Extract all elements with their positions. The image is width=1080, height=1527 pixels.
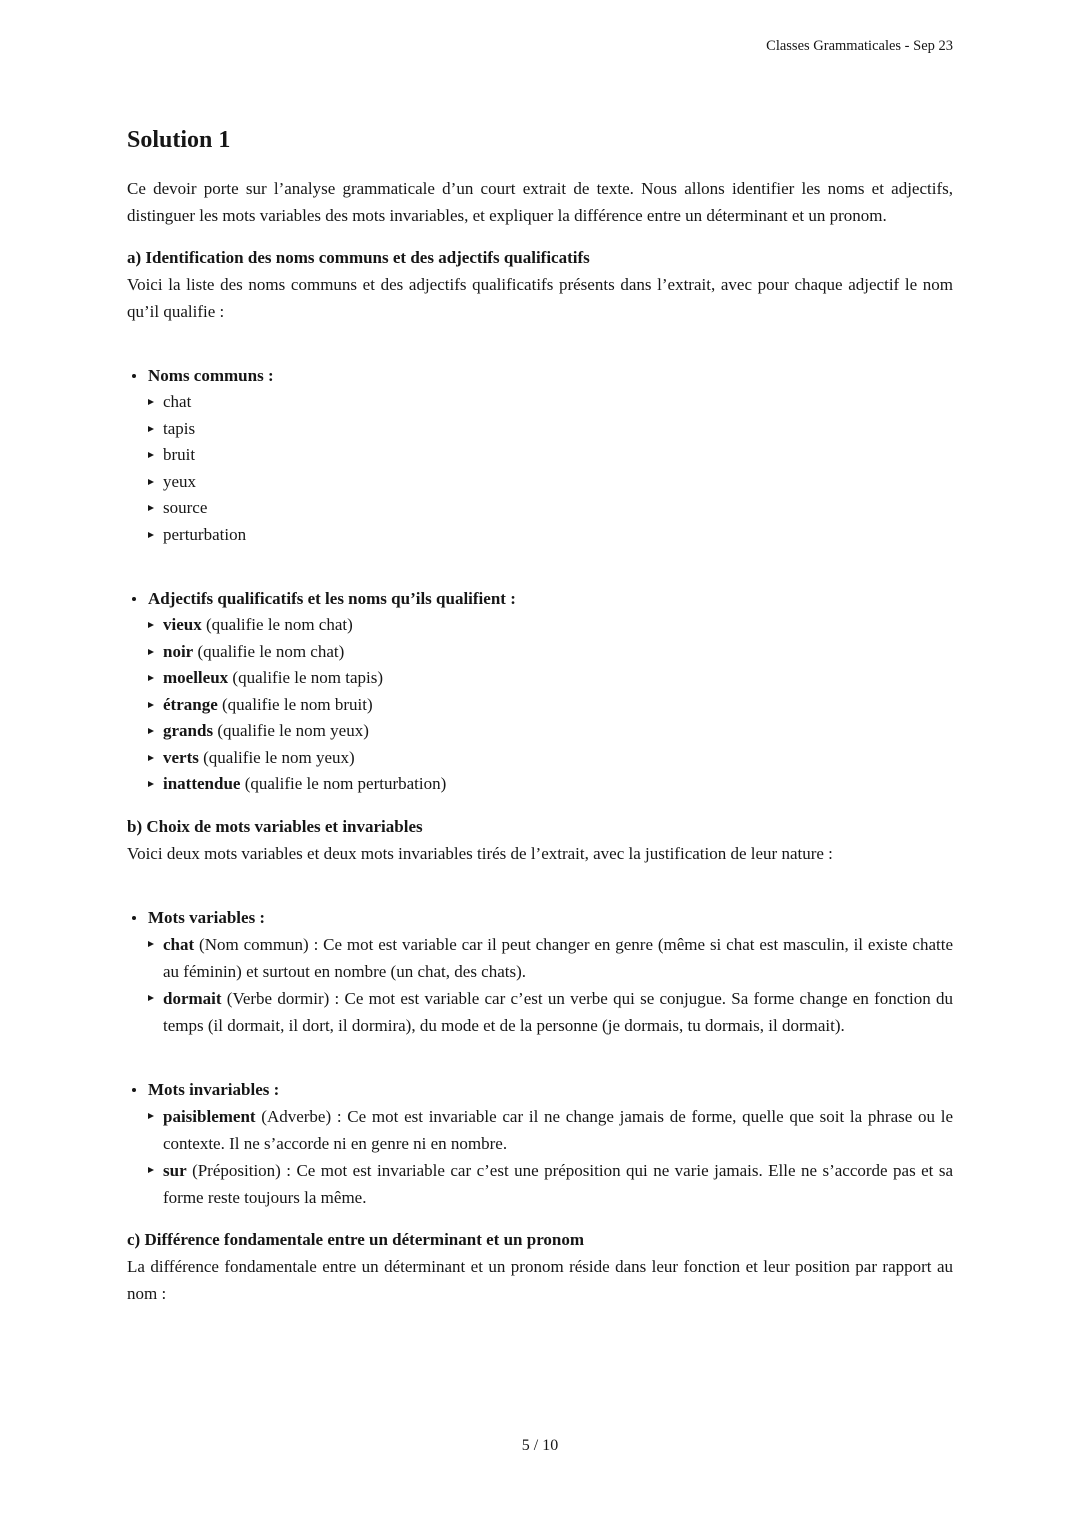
list-item — [127, 692, 953, 719]
page-number: 5 / 10 — [521, 1437, 559, 1454]
triangle-bullet-icon — [148, 995, 154, 1001]
item-text: tapis — [163, 418, 196, 438]
solution-intro: Ce devoir porte sur l’analyse grammaticale d’un court extrait de texte. Nous allons identifier les noms et adjectifs, distinguer les mots variables des mots invariables, et expliquer la différence entre un déterminant et un pronom. — [127, 179, 953, 225]
list-item — [127, 639, 953, 666]
list-item — [127, 469, 953, 496]
item-text: (Préposition) : Ce mot est invariable car c’est une préposition qui ne varie jamais. Elle ne s’accorde pas et sa forme reste toujours la même. — [163, 1160, 953, 1207]
bullet-group — [127, 585, 953, 798]
item-text: (Adverbe) : Ce mot est invariable car il ne change jamais de forme, quelle que soit la phrase ou le contexte. Il ne s’accorde ni en genre ni en nombre. — [163, 1106, 953, 1153]
item-term: sur — [163, 1160, 187, 1180]
group-label-text: Noms communs : — [148, 366, 274, 385]
item-text: (Verbe dormir) : Ce mot est variable car c’est un verbe qui se conjugue. Sa forme change en fonction du temps (il dormait, il dort, il dormira), du mode et de la personne (je dormais, tu dormais, il dormait). — [163, 988, 953, 1035]
triangle-bullet-icon — [148, 452, 154, 458]
triangle-bullet-icon — [148, 622, 154, 628]
list-item — [127, 612, 953, 639]
item-text: (qualifie le nom yeux) — [198, 747, 355, 767]
triangle-bullet-icon — [148, 941, 154, 947]
bullet-group — [127, 362, 953, 548]
list-item — [127, 522, 953, 549]
item-text: (qualifie le nom tapis) — [228, 668, 383, 687]
triangle-bullet-icon — [148, 532, 154, 538]
section — [127, 1226, 953, 1307]
item-text: (qualifie le nom chat) — [201, 615, 353, 634]
triangle-bullet-icon — [148, 728, 154, 734]
item-text: chat — [163, 392, 192, 411]
item-text: perturbation — [163, 524, 247, 544]
bullet-group — [127, 904, 953, 1039]
group-label-text: Mots variables : — [148, 907, 266, 927]
item-term: paisiblement — [163, 1106, 256, 1126]
item-term: vieux — [163, 615, 202, 634]
group-label-text: Mots invariables : — [148, 1079, 280, 1099]
sections-container — [127, 244, 953, 1307]
section-heading: b) Choix de mots variables et invariables — [127, 816, 423, 836]
triangle-bullet-icon — [148, 505, 154, 511]
page-header: Classes Grammaticales - Sep 23 — [766, 38, 953, 54]
item-text: source — [163, 498, 208, 517]
group-label — [127, 1076, 953, 1103]
item-text: (qualifie le nom perturbation) — [240, 774, 447, 793]
item-text: (Nom commun) : Ce mot est variable car il peut changer en genre (même si chat est masculin, il existe chatte au féminin) et surtout en nombre (un chat, des chats). — [163, 934, 953, 981]
triangle-bullet-icon — [148, 1167, 154, 1173]
list-item — [127, 771, 953, 798]
list-item — [127, 718, 953, 745]
bullet-sublist — [127, 931, 953, 1039]
list-item — [127, 416, 953, 443]
list-item — [127, 1157, 953, 1211]
item-term: grands — [163, 721, 214, 740]
page-title: Solution 1 — [127, 127, 231, 153]
list-item — [127, 495, 953, 522]
item-term: dormait — [163, 988, 222, 1008]
item-text: (qualifie le nom chat) — [193, 641, 345, 661]
group-label — [127, 362, 953, 389]
section-intro: Voici deux mots variables et deux mots invariables tirés de l’extrait, avec la justification de leur nature : — [127, 843, 833, 863]
triangle-bullet-icon — [148, 755, 154, 761]
section — [127, 244, 953, 798]
list-item — [127, 1103, 953, 1157]
triangle-bullet-icon — [148, 649, 154, 655]
item-term: chat — [163, 934, 195, 954]
section-intro: Voici la liste des noms communs et des adjectifs qualificatifs présents dans l’extrait, avec pour chaque adjectif le nom qu’il qualifie : — [127, 275, 953, 321]
section-intro: La différence fondamentale entre un déterminant et un pronom réside dans leur fonction et leur position par rapport au nom : — [127, 1256, 953, 1303]
triangle-bullet-icon — [148, 426, 154, 432]
list-item — [127, 931, 953, 985]
item-text: bruit — [163, 445, 196, 464]
item-term: étrange — [163, 694, 218, 714]
triangle-bullet-icon — [148, 479, 154, 485]
group-label-text: Adjectifs qualificatifs et les noms qu’ils qualifient : — [148, 589, 516, 608]
bullet-icon — [132, 916, 136, 920]
bullet-sublist — [127, 389, 953, 548]
item-term: verts — [163, 747, 199, 767]
list-item — [127, 745, 953, 772]
section-heading: c) Différence fondamentale entre un déterminant et un pronom — [127, 1229, 585, 1249]
group-label — [127, 585, 953, 612]
triangle-bullet-icon — [148, 702, 154, 708]
list-item — [127, 389, 953, 416]
bullet-sublist — [127, 612, 953, 798]
group-label — [127, 904, 953, 931]
item-term: moelleux — [163, 668, 229, 687]
item-term: inattendue — [163, 774, 241, 793]
bullet-icon — [132, 1088, 136, 1092]
triangle-bullet-icon — [148, 781, 154, 787]
item-text: (qualifie le nom yeux) — [213, 721, 369, 740]
section-heading: a) Identification des noms communs et des adjectifs qualificatifs — [127, 248, 590, 267]
list-item — [127, 985, 953, 1039]
item-text: yeux — [163, 471, 197, 491]
item-term: noir — [163, 641, 194, 661]
triangle-bullet-icon — [148, 399, 154, 405]
bullet-icon — [132, 374, 136, 378]
list-item — [127, 665, 953, 692]
list-item — [127, 442, 953, 469]
triangle-bullet-icon — [148, 675, 154, 681]
bullet-icon — [132, 597, 136, 601]
section — [127, 813, 953, 1211]
bullet-group — [127, 1076, 953, 1211]
bullet-sublist — [127, 1103, 953, 1211]
triangle-bullet-icon — [148, 1113, 154, 1119]
item-text: (qualifie le nom bruit) — [217, 694, 373, 714]
